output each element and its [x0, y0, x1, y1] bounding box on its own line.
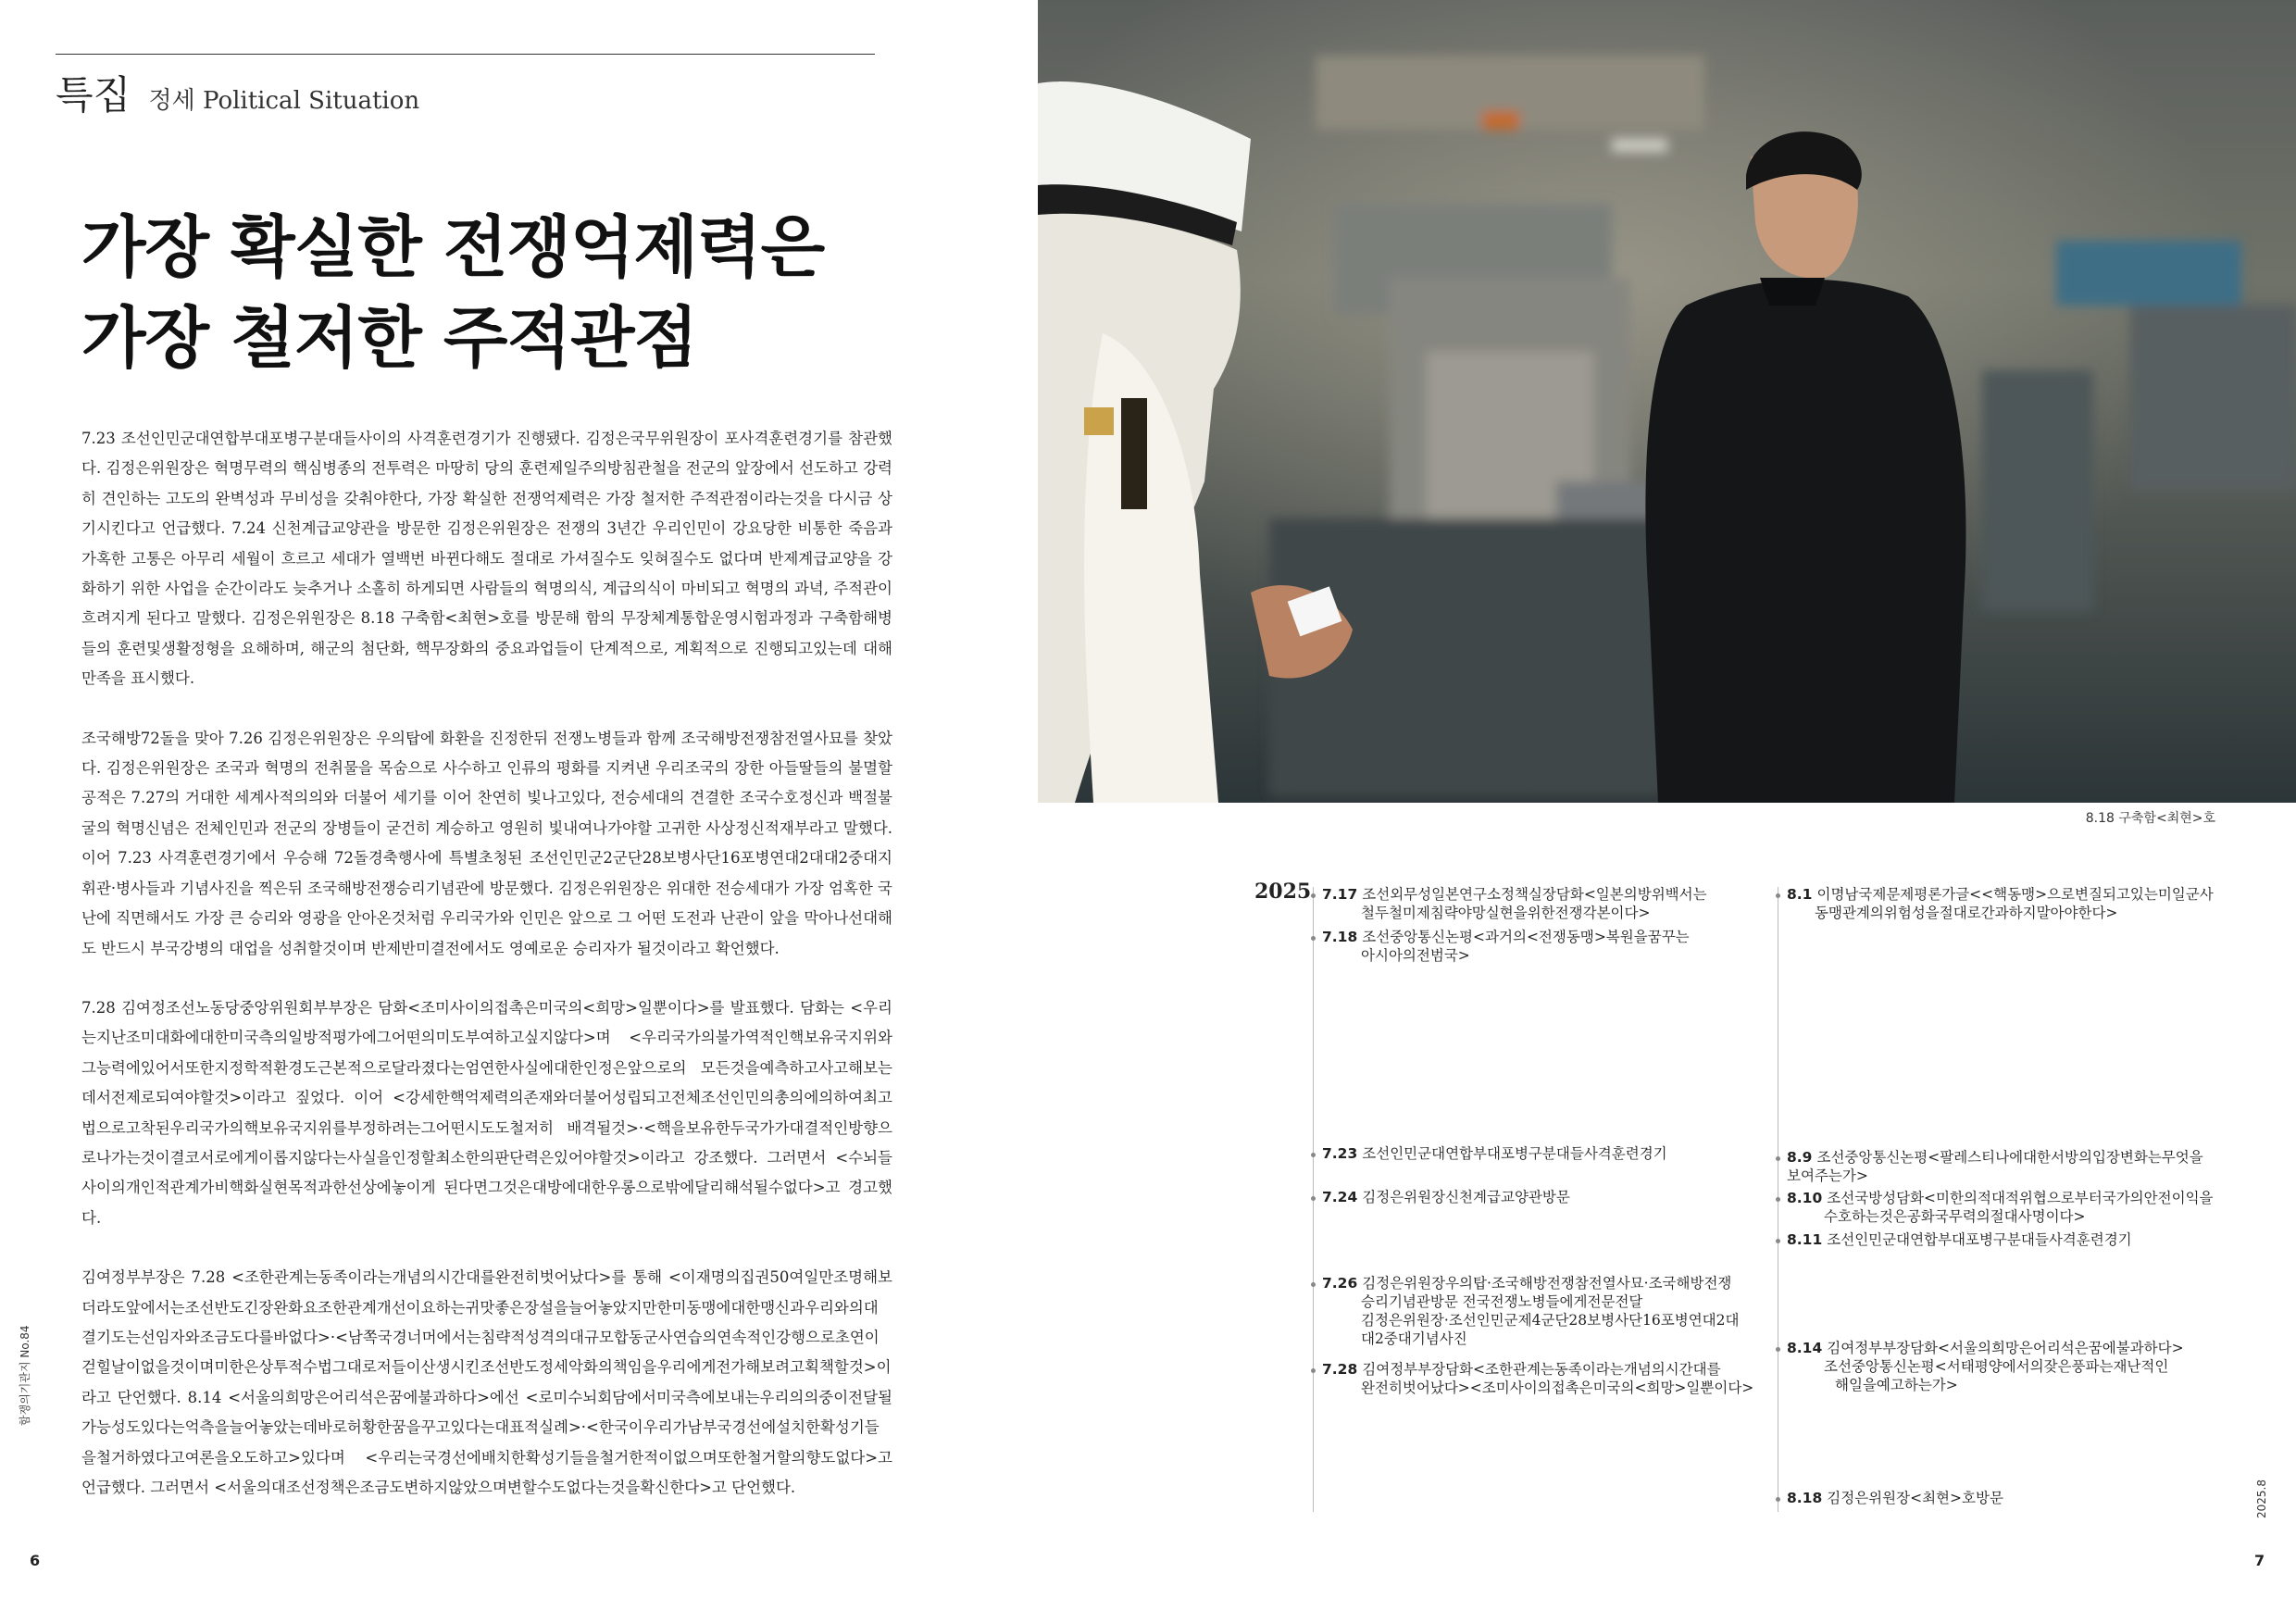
photo-caption: 8.18 구축함<최현>호	[2085, 811, 2215, 826]
timeline-dot	[1311, 1368, 1316, 1373]
timeline-dot	[1776, 1197, 1780, 1202]
article-headline	[81, 202, 824, 383]
timeline-entry: 8.9 조선중앙통신논평<팔레스티나에대한서방의입장변화는무엇을 보여주는가>	[1787, 1149, 2203, 1184]
section-label: 특집	[56, 72, 131, 118]
timeline-dot	[1776, 1156, 1780, 1161]
timeline-entry: 7.26 김정은위원장우의탑·조국해방전쟁참전열사묘·조국해방전쟁 승리기념관방문 전국전쟁노병들에게전문전달 김정은위원장·조선인민군제4군단28보병사단16포병연대2대 대2중대기념사진	[1322, 1275, 1740, 1347]
issue-label: 2025.8	[2255, 1479, 2268, 1518]
timeline-dot	[1776, 1239, 1780, 1243]
timeline-dot	[1311, 1282, 1316, 1287]
body-paragraph: 김여정부부장은 7.28 <조한관계는동족이라는개념의시간대를완전히벗어났다>를 통해 <이재명의집권50여일만조명해보더라도앞에서는조선반도긴장완화요조한관계개선이요하는귀맛좋은장설을늘어놓았지만한미동맹에대한맹신과우리와의대결기도는선임자와조금도다를바없다>·<남쪽국경너머에서는침략적성격의대규모합동군사연습의연속적인강행으로초연이걷힐날이없을것이며미한은상투적수법그대로저들이산생시킨조선반도정세악화의책임을우리에게전가해보려고획책할것>이라고 단언했다. 8.14 <서울의희망은어리석은꿈에불과하다>에선 <로미수뇌회담에서미국측에보내는우리의의중이전달될가능성도있다는억측을늘어놓았는데바로허황한꿈을꾸고있다는대표적실례>·<한국이우리가남부국경선에설치한확성기들을철거하였다고여론을오도하고>있다며 <우리는국경선에배치한확성기들을철거한적이없으며또한철거할의향도없다>고 언급했다. 그러면서 <서울의대조선정책은조금도변하지않았으며변할수도없다는것을확신한다>고 단언했다.	[81, 1268, 892, 1496]
timeline-entry: 8.11 조선인민군대연합부대포병구분대들사격훈련경기	[1787, 1231, 2132, 1248]
timeline-entry: 7.18 조선중앙통신논평<과거의<전쟁동맹>복원을꿈꾸는 아시아의전범국>	[1322, 929, 1690, 964]
timeline-dot	[1311, 936, 1316, 941]
timeline-dot	[1776, 1497, 1780, 1502]
section-header	[56, 65, 419, 120]
page-number-left: 6	[30, 1552, 41, 1569]
headline-line-1: 가장 확실한 전쟁억제력은	[81, 208, 825, 286]
timeline-entry: 8.10 조선국방성담화<미한의적대적위협으로부터국가의안전이익을 수호하는것은공화국무력의절대사명이다>	[1787, 1190, 2214, 1225]
timeline-entry: 7.24 김정은위원장신천계급교양관방문	[1322, 1189, 1570, 1205]
body-paragraph: 7.23 조선인민군대연합부대포병구분대들사이의 사격훈련경기가 진행됐다. 김정은국무위원장이 포사격훈련경기를 참관했다. 김정은위원장은 혁명무력의 핵심병종의 전투력은 마땅히 당의 훈련제일주의방침관철을 전군의 앞장에서 선도하고 강력히 견인하는 고도의 완벽성과 무비성을 갖춰야한다, 가장 확실한 전쟁억제력은 가장 철저한 주적관점이라는것을 다시금 상기시킨다고 언급했다. 7.24 신천계급교양관을 방문한 김정은위원장은 전쟁의 3년간 우리인민이 강요당한 비통한 죽음과 가혹한 고통은 아무리 세월이 흐르고 세대가 열백번 바뀐다해도 절대로 가셔질수도 잊혀질수도 없다며 반제계급교양을 강화하기 위한 사업을 순간이라도 늦추거나 소홀히 하게되면 사람들의 혁명의식, 계급의식이 마비되고 혁명의 과녁, 주적관이 흐려지게 된다고 말했다. 김정은위원장은 8.18 구축함<최현>호를 방문해 함의 무장체계통합운영시험과정과 구축함해병들의 훈련및생활정형을 요해하며, 해군의 첨단화, 핵무장화의 중요과업들이 단계적으로, 계획적으로 진행되고있는데 대해 만족을 표시했다.	[81, 430, 892, 688]
timeline-entry: 8.14 김여정부부장담화<서울의희망은어리석은꿈에불과하다> 조선중앙통신논평<서태평양에서의잦은풍파는재난적인 해일을예고하는가>	[1787, 1340, 2184, 1393]
body-paragraph: 조국해방72돌을 맞아 7.26 김정은위원장은 우의탑에 화환을 진정한뒤 전쟁노병들과 함께 조국해방전쟁참전열사묘를 찾았다. 김정은위원장은 조국과 혁명의 전취물을 목숨으로 사수하고 인류의 평화를 지켜낸 우리조국의 장한 아들딸들의 불멸할 공적은 7.27의 거대한 세계사적의의와 더불어 세기를 이어 찬연히 빛나고있다, 전승세대의 견결한 조국수호정신과 백절불굴의 혁명신념은 전체인민과 전군의 장병들이 굳건히 계승하고 영원히 빛내여나가야할 고귀한 사상정신적재부라고 말했다. 이어 7.23 사격훈련경기에서 우승해 72돌경축행사에 특별초청된 조선인민군2군단28보병사단16포병연대2대대2중대지휘관·병사들과 기념사진을 찍은뒤 조국해방전쟁승리기념관에 방문했다. 김정은위원장은 위대한 전승세대가 가장 엄혹한 국난에 직면해서도 가장 큰 승리와 영광을 안아온것처럼 우리국가와 인민은 앞으로 그 어떤 도전과 난관이 앞을 막아나선대해도 반드시 부국강병의 대업을 성취할것이며 반제반미결전에서도 영예로운 승리자가 될것이라고 확언했다.	[81, 729, 892, 957]
timeline-entry: 7.17 조선외무성일본연구소정책실장담화<일본의방위백서는 철두철미제침략야망실현을위한전쟁각본이다>	[1322, 886, 1707, 921]
timeline-dot	[1311, 1153, 1316, 1157]
timeline-entry: 7.23 조선인민군대연합부대포병구분대들사격훈련경기	[1322, 1145, 1667, 1162]
timeline-entry: 7.28 김여정부부장담화<조한관계는동족이라는개념의시간대를 완전히벗어났다><조미사이의접촉은미국의<희망>일뿐이다>	[1322, 1361, 1754, 1396]
magazine-label: 함쟁의기관지 No.84	[19, 1325, 31, 1426]
timeline-dot	[1776, 1347, 1780, 1352]
timeline-dot	[1311, 1196, 1316, 1201]
timeline-dot	[1311, 893, 1316, 898]
timeline-year: 2025	[1254, 880, 1312, 904]
photo-illustration	[1038, 0, 2296, 803]
timeline-dot	[1776, 893, 1780, 898]
article-body	[81, 424, 892, 1532]
section-subtitle: 정세 Political Situation	[148, 87, 420, 115]
header-rule	[56, 54, 875, 55]
timeline-entry: 8.1 이명남국제문제평론가글<<핵동맹>으로변질되고있는미일군사 동맹관계의위험성을절대로간과하지말아야한다>	[1787, 886, 2214, 921]
body-paragraph: 7.28 김여정조선노동당중앙위원회부부장은 담화<조미사이의접촉은미국의<희망>일뿐이다>를 발표했다. 담화는 <우리는지난조미대화에대한미국측의일방적평가에그어떤의미도부여하고싶지않다>며 <우리국가의불가역적인핵보유국지위와그능력에있어서또한지정학적환경도근본적으로달라졌다는엄연한사실에대한인정은앞으로의 모든것을예측하고사고해보는데서전제로되여야할것>이라고 짚었다. 이어 <강세한핵억제력의존재와더불어성립되고전체조선인민의총의에의하여최고법으로고착된우리국가의핵보유국지위를부정하려는그어떤시도도철저히 배격될것>·<핵을보유한두국가가대결적인방향으로나가는것이결코서로에게이롭지않다는사실을인정할최소한의판단력은있어야할것>이라고 강조했다. 그러면서 <수뇌들사이의개인적관계가비핵화실현목적과한선상에놓이게 된다면그것은대방에대한우롱으로밖에달리해석될수없다>고 경고했다.	[81, 998, 892, 1227]
article-photo	[1038, 0, 2296, 803]
headline-line-2: 가장 철저한 주적관점	[81, 299, 698, 377]
timeline-entry: 8.18 김정은위원장<최현>호방문	[1787, 1490, 2003, 1506]
page-number-right: 7	[2254, 1552, 2265, 1569]
